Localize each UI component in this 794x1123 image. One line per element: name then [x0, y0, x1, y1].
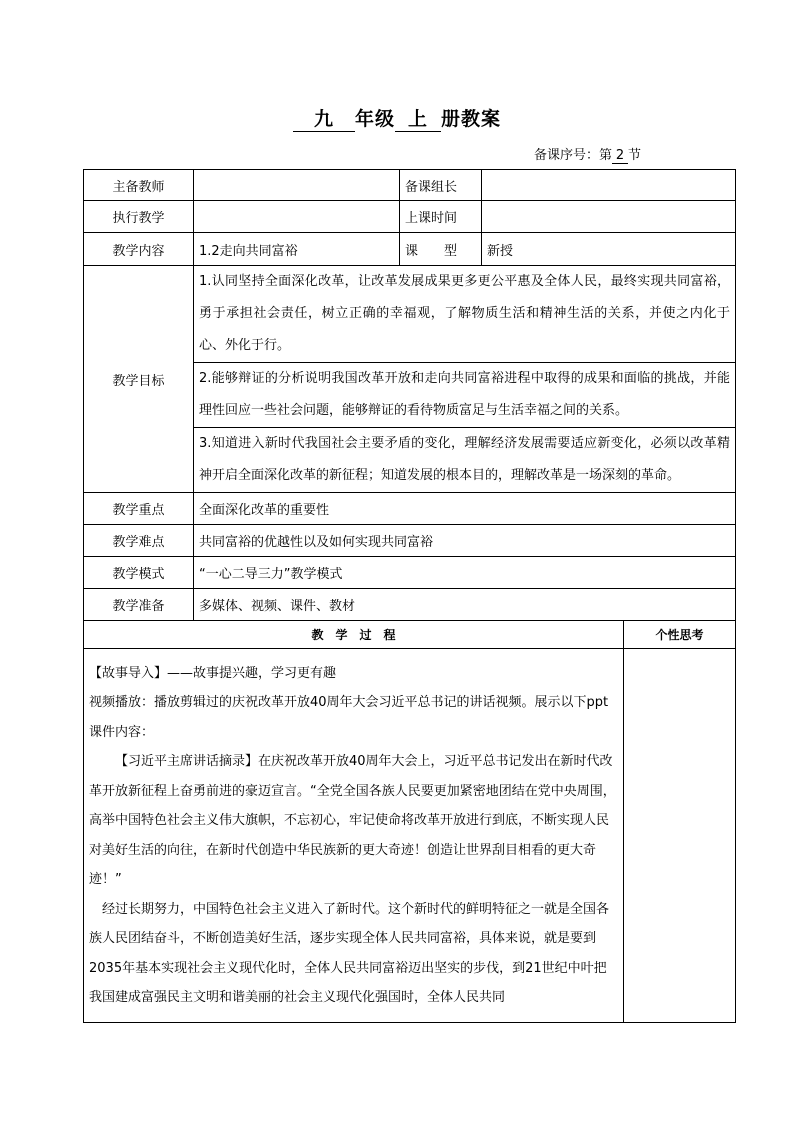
preparation-label: 教学准备	[84, 589, 194, 621]
executing-value[interactable]	[194, 201, 400, 233]
type-label: 课 型	[400, 233, 482, 266]
row-lead-teacher	[84, 170, 736, 201]
row-process-header	[84, 621, 736, 649]
lead-teacher-label: 主备教师	[84, 170, 194, 201]
content-label: 教学内容	[84, 233, 194, 266]
lesson-plan-table	[83, 169, 736, 1023]
process-paragraph: 【故事导入】——故事提兴趣，学习更有趣	[89, 665, 337, 681]
lead-teacher-value[interactable]	[194, 170, 400, 201]
document-title	[0, 104, 794, 132]
row-process-body	[84, 649, 736, 1023]
row-executing	[84, 201, 736, 233]
group-leader-label: 备课组长	[400, 170, 482, 201]
process-content	[84, 649, 624, 1023]
class-time-value[interactable]	[482, 201, 736, 233]
preparation-value: 多媒体、视频、课件、教材	[194, 589, 736, 621]
mode-label: 教学模式	[84, 557, 194, 589]
mode-value: “一心二导三力”教学模式	[194, 557, 736, 589]
type-value: 新授	[482, 233, 736, 266]
seq-label: 备课序号：第	[534, 148, 613, 163]
group-leader-value[interactable]	[482, 170, 736, 201]
class-time-label: 上课时间	[400, 201, 482, 233]
content-value: 1.2走向共同富裕	[194, 233, 400, 266]
side-header: 个性思考	[624, 621, 736, 649]
lesson-sequence	[534, 144, 641, 164]
title-suffix: 册教案	[441, 108, 502, 130]
volume-value: 上	[395, 104, 441, 132]
objective-item: 3.知道进入新时代我国社会主要矛盾的变化，理解经济发展需要适应新变化，必须以改革精神开启全面深化改革的新征程；知道发展的根本目的，理解改革是一场深刻的革命。	[194, 428, 736, 493]
process-paragraph: 经过长期努力，中国特色社会主义进入了新时代。这个新时代的鲜明特征之一就是全国各族人民团结奋斗，不断创造美好生活，逐步实现全体人民共同富裕，具体来说，就是要到2035年基本实现社会主义现代化时，全体人民共同富裕迈出坚实的步伐，到21世纪中叶把我国建成富强民主文明和谐美丽的社会主义现代化强国时，全体人民共同	[89, 901, 610, 1005]
seq-number: 2	[612, 148, 628, 164]
row-content	[84, 233, 736, 266]
row-difficulties	[84, 525, 736, 557]
grade-suffix: 年级	[354, 108, 395, 130]
row-mode	[84, 557, 736, 589]
seq-suffix: 节	[628, 148, 642, 163]
objectives-label: 教学目标	[84, 266, 194, 493]
objective-item: 2.能够辩证的分析说明我国改革开放和走向共同富裕进程中取得的成果和面临的挑战，并能理性回应一些社会问题，能够辩证的看待物质富足与生活幸福之间的关系。	[194, 363, 736, 428]
objective-item: 1.认同坚持全面深化改革，让改革发展成果更多更公平惠及全体人民，最终实现共同富裕，勇于承担社会责任，树立正确的幸福观，了解物质生活和精神生活的关系，并使之内化于心、外化于行。	[194, 266, 736, 363]
process-header: 教 学 过 程	[84, 621, 624, 649]
personal-thinking-cell[interactable]	[624, 649, 736, 1023]
key-points-label: 教学重点	[84, 493, 194, 525]
difficulties-value: 共同富裕的优越性以及如何实现共同富裕	[194, 525, 736, 557]
process-paragraph: 【习近平主席讲话摘录】在庆祝改革开放40周年大会上，习近平总书记发出在新时代改革开放新征程上奋勇前进的豪迈宣言。“全党全国各族人民要更加紧密地团结在党中央周围，高举中国特色社会主义伟大旗帜，不忘初心，牢记使命将改革开放进行到底，不断实现人民对美好生活的向往，在新时代创造中华民族新的更大奇迹！创造让世界刮目相看的更大奇迹！”	[89, 754, 616, 887]
difficulties-label: 教学难点	[84, 525, 194, 557]
row-key-points	[84, 493, 736, 525]
key-points-value: 全面深化改革的重要性	[194, 493, 736, 525]
row-objective-1	[84, 266, 736, 363]
process-paragraph: 视频播放：播放剪辑过的庆祝改革开放40周年大会习近平总书记的讲话视频。展示以下ppt课件内容：	[89, 695, 609, 740]
executing-label: 执行教学	[84, 201, 194, 233]
grade-value: 九	[293, 104, 355, 132]
row-preparation	[84, 589, 736, 621]
